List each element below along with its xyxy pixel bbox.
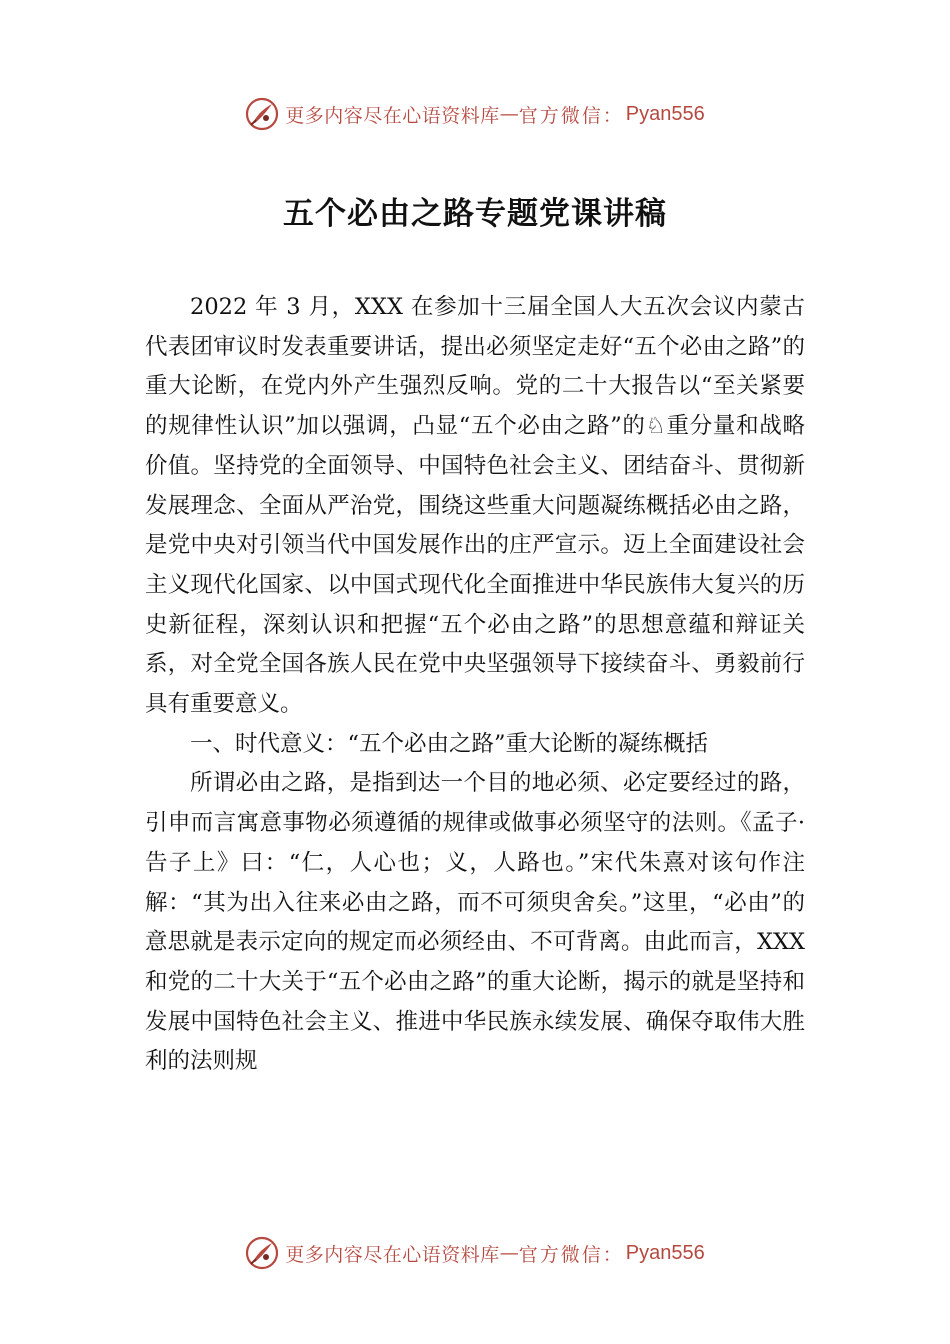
banner-wechat-id: Pyan556 (625, 102, 705, 125)
footer-banner (0, 1233, 950, 1273)
banner-wechat-label: 官方微信： (518, 1243, 624, 1266)
banner-promo-text: 更多内容尽在心语资料库 (285, 104, 500, 127)
paragraph-intro: 2022 年 3 月，XXX 在参加十三届全国人大五次会议内蒙古代表团审议时发表重要讲话，提出必须坚定走好“五个必由之路”的重大论断，在党内外产生强烈反响。党的二十大报告以“至关紧要的规律性认识”加以强调，凸显“五个必由之路”的♘重分量和战略价值。坚持党的全面领导、中国特色社会主义、团结奋斗、贯彻新发展理念、全面从严治党，围绕这些重大问题凝练概括必由之路，是党中央对引领当代中国发展作出的庄严宣示。迈上全面建设社会主义现代化国家、以中国式现代化全面推进中华民族伟大复兴的历史新征程，深刻认识和把握“五个必由之路”的思想意蕴和辩证关系，对全党全国各族人民在党中央坚强领导下接续奋斗、勇毅前行具有重要意义。 (145, 294, 805, 718)
quill-pen-seal-icon (245, 1236, 279, 1270)
banner-wechat-id: Pyan556 (625, 1241, 705, 1264)
banner-separator: — (499, 103, 519, 125)
banner-wechat-label: 官方微信： (518, 104, 624, 127)
header-banner (0, 94, 950, 134)
banner-separator: — (499, 1242, 519, 1264)
document-title: 五个必由之路专题党课讲稿 (283, 196, 667, 232)
banner-promo-text: 更多内容尽在心语资料库 (285, 1243, 500, 1266)
paragraph-definition: 所谓必由之路，是指到达一个目的地必须、必定要经过的路，引申而言寓意事物必须遵循的规律或做事必须坚守的法则。《孟子·告子上》曰：“仁，人心也；义，人路也。”宋代朱熹对该句作注解：“其为出入往来必由之路，而不可须臾舍矣。”这里，“必由”的意思就是表示定向的规定而必须经由、不可背离。由此而言，XXX 和党的二十大关于“五个必由之路”的重大论断，揭示的就是坚持和发展中国特色社会主义、推进中华民族永续发展、确保夺取伟大胜利的法则规 (145, 770, 805, 1075)
quill-pen-seal-icon (245, 97, 279, 131)
document-body (145, 288, 805, 1082)
section-heading-1: 一、时代意义：“五个必由之路”重大论断的凝练概括 (190, 730, 709, 757)
